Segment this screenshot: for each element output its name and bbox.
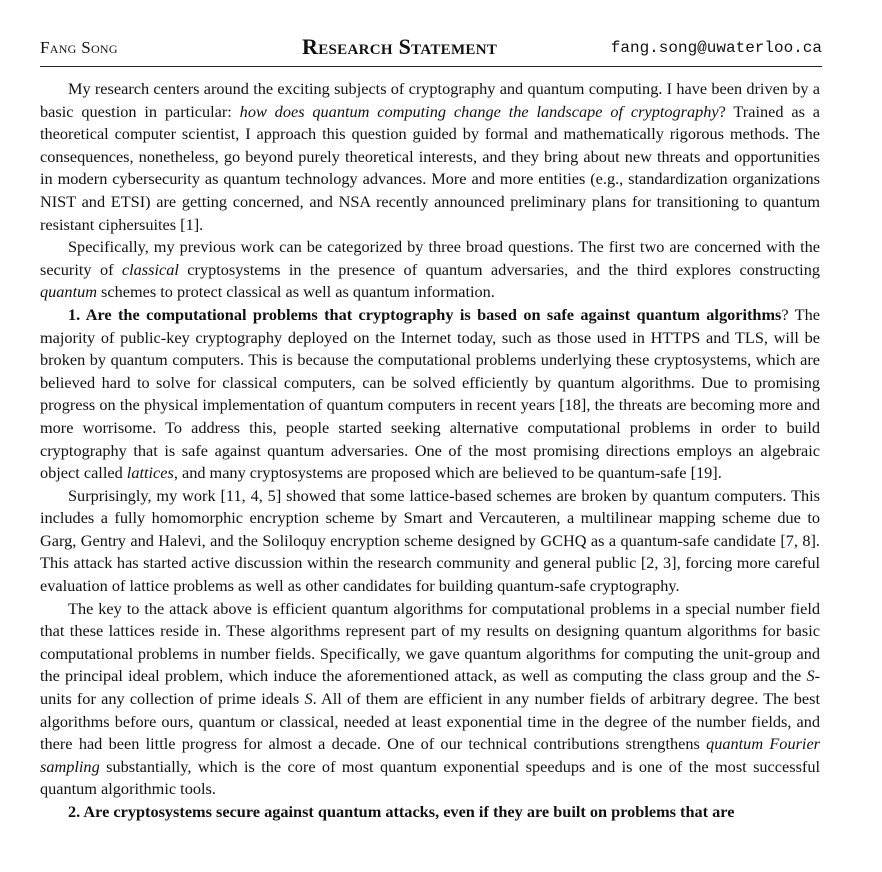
- paragraph-question-1: 1. Are the computational problems that cryptography is based on safe against quantum algorithms? The majority of public-key cryptography deployed on the Internet today, such as those used in HTTPS and TLS, will be broken by quantum computers. This is because the computational problems underlying these cryptosystems, which are believed hard to solve for classical computers, can be solved efficiently by quantum algorithms. Due to promising progress on the physical implementation of quantum computers in recent years [18], the threats are becoming more and more worrisome. To address this, people started seeking alternative computational problems in order to build cryptography that is safe against quantum adversaries. One of the most promising directions employs an algebraic object called lattices, and many cryptosystems are proposed which are believed to be quantum-safe [19].: [40, 304, 820, 483]
- author-name: Fang Song: [40, 38, 118, 57]
- document-body: [40, 78, 820, 824]
- question-2-heading: 2. Are cryptosystems secure against quantum attacks, even if they are built on problems that are: [68, 802, 735, 821]
- paragraph-intro: My research centers around the exciting subjects of cryptography and quantum computing. I have been driven by a basic question in particular: how does quantum computing change the landscape of cryptography? Trained as a theoretical computer scientist, I approach this question guided by formal and mathematically rigorous methods. The consequences, nonetheless, go beyond purely theoretical interests, and they bring about new threats and opportunities in modern cybersecurity as quantum technology advances. More and more entities (e.g., standardization organizations NIST and ETSI) are getting concerned, and NSA recently announced preliminary plans for transitioning to quantum resistant ciphersuites [1].: [40, 79, 821, 234]
- author-email: fang.song@uwaterloo.ca: [610, 39, 822, 57]
- document-title: Research Statement: [302, 34, 498, 59]
- paragraph-overview: Specifically, my previous work can be categorized by three broad questions. The first two are concerned with the security of classical cryptosystems in the presence of quantum adversaries, and the third explores constructing quantum schemes to protect classical as well as quantum information.: [40, 237, 820, 302]
- paragraph-question-2: [40, 801, 820, 824]
- research-question: how does quantum computing change the landscape of cryptography: [239, 101, 719, 121]
- paragraph-attack: Surprisingly, my work [11, 4, 5] showed that some lattice-based schemes are broken by quantum computers. This includes a fully homomorphic encryption scheme by Smart and Vercauteren, a multilinear mapping scheme due to Garg, Gentry and Halevi, and the Soliloquy encryption scheme designed by GCHQ as a quantum-safe candidate [7, 8]. This attack has started active discussion within the research community and general public [2, 3], forcing more careful evaluation of lattice problems as well as other candidates for building quantum-safe cryptography.: [40, 485, 820, 596]
- header-rule: [40, 66, 822, 67]
- paragraph-algorithms: The key to the attack above is efficient quantum algorithms for computational problems in a special number field that these lattices reside in. These algorithms represent part of my results on designing quantum algorithms for basic computational problems in number fields. Specifically, we gave quantum algorithms for computing the unit-group and the principal ideal problem, which induce the aforementioned attack, as well as computing the class group and the S-units for any collection of prime ideals S. All of them are efficient in any number fields of arbitrary degree. The best algorithms before ours, quantum or classical, needed at least exponential time in the degree of the number fields, and there had been little progress for almost a decade. One of our technical contributions strengthens quantum Fourier sampling substantially, which is the core of most quantum exponential speedups and is one of the most successful quantum algorithmic tools.: [40, 598, 821, 799]
- page-header: [40, 34, 822, 64]
- question-1-heading: 1. Are the computational problems that cryptography is based on safe against quantum algorithms: [68, 304, 782, 324]
